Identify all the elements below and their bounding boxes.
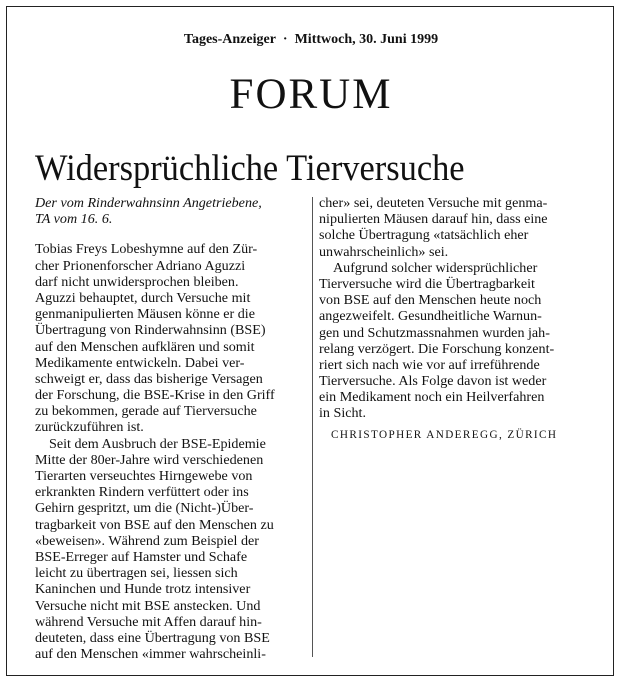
text-line: zu bekommen, gerade auf Tierversuche — [35, 403, 257, 420]
text-line: ein Medikament noch ein Heilverfahren — [319, 389, 545, 406]
text-line: Gehirn gespritzt, um die (Nicht-)Über- — [35, 500, 254, 517]
paragraph-1 — [35, 241, 317, 435]
publication-date: Mittwoch, 30. Juni 1999 — [294, 32, 439, 47]
text-line: angezweifelt. Gesundheitliche Warnun- — [319, 308, 542, 325]
masthead-separator: · — [282, 32, 288, 47]
text-line: während Versuche mit Affen darauf hin- — [35, 613, 262, 630]
text-line: gen und Schutzmassnahmen wurden jah- — [319, 324, 550, 341]
author-signature: CHRISTOPHER ANDEREGG, ZÜRICH — [331, 428, 558, 441]
paragraph-gap — [35, 227, 317, 241]
text-line: von BSE auf den Menschen heute noch — [319, 292, 542, 309]
text-line: Tierarten verseuchtes Hirngewebe von — [35, 468, 253, 484]
text-line: Medikamente entwickeln. Dabei ver- — [35, 354, 245, 371]
text-line: Aufgrund solcher widersprüchlicher — [333, 259, 538, 276]
section-title: FORUM — [229, 71, 393, 118]
text-line: riert sich nach wie vor auf irreführende — [319, 356, 540, 373]
text-line: Aguzzi behauptet, durch Versuche mit — [35, 289, 251, 306]
text-line: solche Übertragung «tatsächlich eher — [319, 227, 529, 244]
text-line: Übertragung von Rinderwahnsinn (BSE) — [35, 322, 266, 339]
text-line: schweigt er, dass das bisherige Versagen — [35, 370, 263, 387]
paragraph-3 — [319, 260, 601, 422]
right-column — [319, 195, 601, 443]
text-line: cher» sei, deuteten Versuche mit genma- — [319, 195, 548, 211]
text-line: BSE-Erreger auf Hamster und Schafe — [35, 548, 248, 565]
text-line: Tierversuche. Als Folge davon ist weder — [319, 373, 547, 390]
reference-line: TA vom 16. 6. — [35, 211, 113, 228]
text-line: Mitte der 80er-Jahre wird verschiedenen — [35, 451, 264, 468]
text-line: genmanipulierten Mäusen könne er die — [35, 306, 255, 323]
text-line: darf nicht unwidersprochen bleiben. — [35, 273, 239, 290]
text-line: leicht zu übertragen sei, liessen sich — [35, 565, 238, 582]
text-line: cher Prionenforscher Adriano Aguzzi — [35, 257, 246, 274]
text-line: in Sicht. — [319, 405, 366, 422]
paragraph-2-continued — [319, 195, 601, 260]
text-line: zurückzuführen ist. — [35, 419, 144, 436]
reference-line: Der vom Rinderwahnsinn Angetriebene, — [35, 195, 262, 211]
text-line: «beweisen». Während zum Beispiel der — [35, 532, 259, 549]
newspaper-name: Tages-Anzeiger — [183, 32, 276, 47]
masthead — [7, 32, 615, 48]
text-line: Kaninchen und Hunde trotz intensiver — [35, 581, 251, 598]
text-line: Tierversuche wird die Übertragbarkeit — [319, 275, 535, 292]
text-line: Tobias Freys Lobeshymne auf den Zür- — [35, 241, 258, 258]
text-line: nipulierten Mäusen darauf hin, dass eine — [319, 211, 548, 228]
text-line: deuteten, dass eine Übertragung von BSE — [35, 629, 270, 646]
text-line: tragbarkeit von BSE auf den Menschen zu — [35, 516, 274, 533]
text-line: erkrankten Rindern verfüttert oder ins — [35, 484, 249, 501]
text-line: auf den Menschen aufklären und somit — [35, 338, 255, 355]
text-line: unwahrscheinlich» sei. — [319, 243, 449, 260]
text-line: der Forschung, die BSE-Krise in den Griff — [35, 387, 275, 404]
text-line: Seit dem Ausbruch der BSE-Epidemie — [49, 435, 266, 452]
text-line: relang verzögert. Die Forschung konzent- — [319, 340, 555, 357]
newspaper-clipping — [6, 6, 614, 676]
text-line: auf den Menschen «immer wahrscheinli- — [35, 646, 266, 663]
left-column — [35, 195, 317, 662]
text-line: Versuche nicht mit BSE anstecken. Und — [35, 597, 261, 614]
paragraph-2 — [35, 436, 317, 663]
article-headline: Widersprüchliche Tierversuche — [35, 148, 465, 189]
